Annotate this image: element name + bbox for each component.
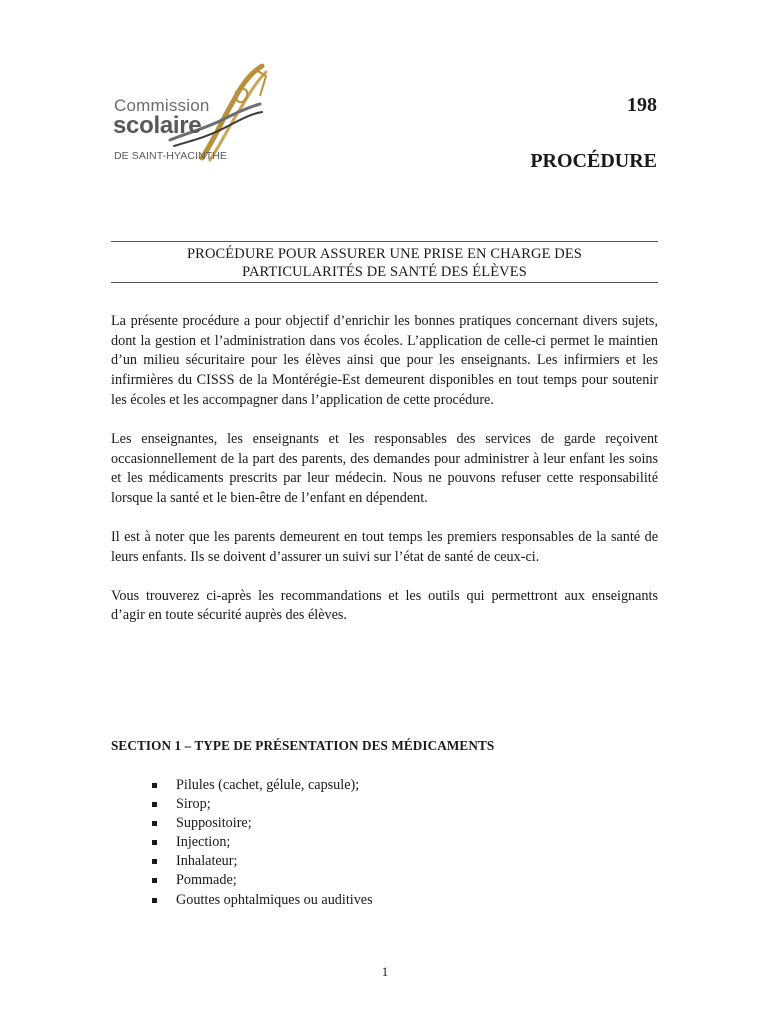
list-item bbox=[152, 814, 373, 833]
list-item bbox=[152, 871, 373, 890]
list-item bbox=[152, 833, 373, 852]
paragraph-recommendations: Vous trouverez ci-après les recommandations et les outils qui permettront aux enseignants d’agir en toute sécurité auprès des élèves. bbox=[111, 587, 658, 624]
section-1-heading: SECTION 1 – TYPE DE PRÉSENTATION DES MÉDICAMENTS bbox=[111, 738, 495, 753]
list-item bbox=[152, 795, 373, 814]
list-item-text: Sirop; bbox=[176, 796, 211, 813]
list-item-text: Gouttes ophtalmiques ou auditives bbox=[176, 891, 373, 908]
document-number: 198 bbox=[627, 94, 657, 116]
logo-text-commission: Commission bbox=[114, 96, 210, 115]
list-item-text: Suppositoire; bbox=[176, 815, 252, 832]
logo bbox=[110, 62, 280, 172]
bullet-icon bbox=[152, 840, 157, 845]
logo-text-scolaire: scolaire bbox=[113, 112, 202, 139]
paragraph-objective: La présente procédure a pour objectif d’enrichir les bonnes pratiques concernant divers sujets, dont la gestion et l’administration dans vos écoles. L’application de celle-ci permet le maintien d’un milieu sécuritaire pour les élèves ainsi que pour les enseignants. Les infirmiers et les infirmières du CISSS de la Montérégie-Est demeurent disponibles en tout temps pour soutenir les écoles et les accompagner dans l’application de cette procédure. bbox=[111, 313, 658, 408]
list-item-text: Injection; bbox=[176, 834, 231, 851]
medication-types-list bbox=[152, 776, 373, 910]
bullet-icon bbox=[152, 878, 157, 883]
paragraph-parent-responsibility: Il est à noter que les parents demeurent en tout temps les premiers responsables de la santé de leurs enfants. Ils se doivent d’assurer un suivi sur l’état de santé de ceux-ci. bbox=[111, 528, 658, 565]
bullet-icon bbox=[152, 802, 157, 807]
bullet-icon bbox=[152, 859, 157, 864]
document-title-line-2: PARTICULARITÉS DE SANTÉ DES ÉLÈVES bbox=[242, 264, 527, 280]
document-title bbox=[111, 245, 658, 281]
paragraph-parent-requests: Les enseignantes, les enseignants et les responsables des services de garde reçoivent occasionnellement de la part des parents, des demandes pour administrer à leur enfant les soins et les médicaments prescrits par leur médecin. Nous ne pouvons refuser cette responsabilité lorsque la santé et le bien-être de l’enfant en dépendent. bbox=[111, 430, 658, 506]
bullet-icon bbox=[152, 898, 157, 903]
title-top-rule bbox=[111, 241, 658, 242]
title-bottom-rule bbox=[111, 282, 658, 283]
list-item bbox=[152, 852, 373, 871]
list-item-text: Pommade; bbox=[176, 872, 237, 889]
document-type-heading: PROCÉDURE bbox=[530, 150, 657, 172]
introduction-text bbox=[111, 312, 658, 645]
page-number: 1 bbox=[381, 964, 389, 979]
bullet-icon bbox=[152, 821, 157, 826]
list-item bbox=[152, 891, 373, 910]
list-item bbox=[152, 776, 373, 795]
document-title-line-1: PROCÉDURE POUR ASSURER UNE PRISE EN CHARGE DES bbox=[187, 246, 582, 262]
list-item-text: Inhalateur; bbox=[176, 853, 238, 870]
bullet-icon bbox=[152, 783, 157, 788]
list-item-text: Pilules (cachet, gélule, capsule); bbox=[176, 777, 360, 793]
logo-text-location: DE SAINT-HYACINTHE bbox=[114, 150, 228, 162]
